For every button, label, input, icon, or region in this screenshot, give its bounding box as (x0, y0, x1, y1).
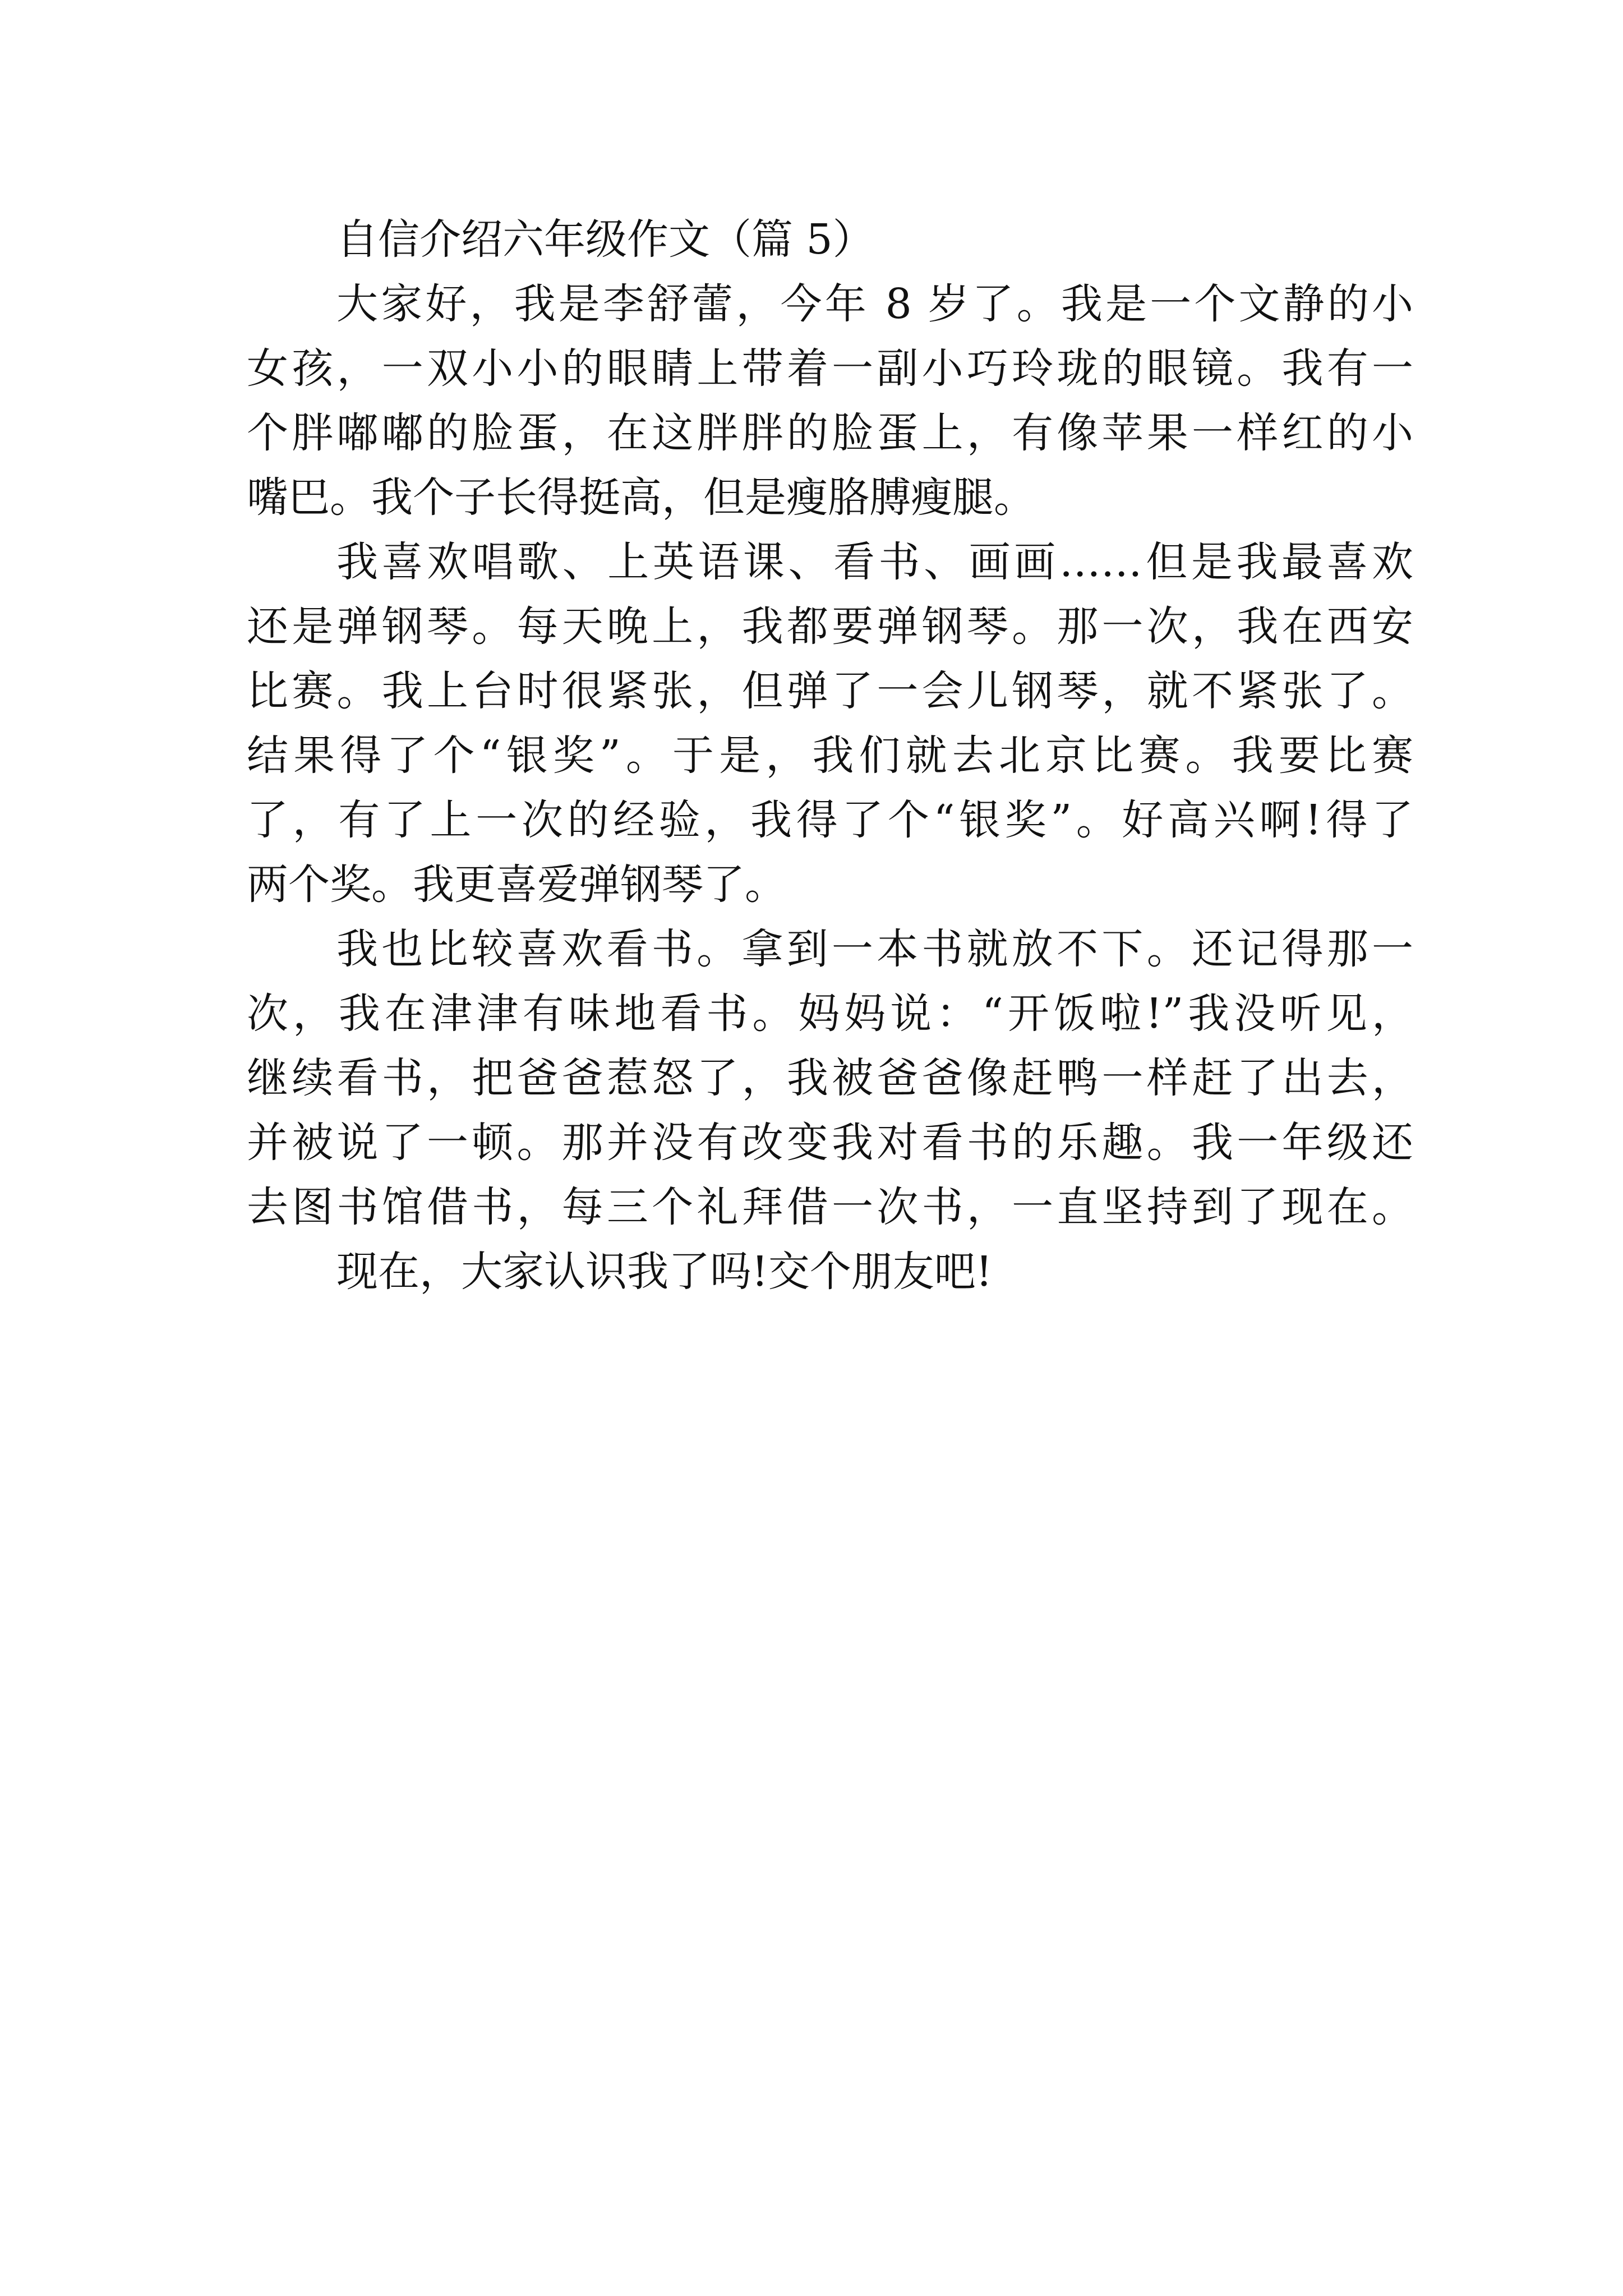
paragraph-line: 结果得了个“银奖”。于是，我们就去北京比赛。我要比赛 (247, 731, 1413, 780)
paragraph-1 (247, 272, 1413, 530)
paragraph-line: 现在，大家认识我了吗!交个朋友吧! (336, 1248, 993, 1296)
paragraph-4 (247, 1240, 1413, 1304)
paragraph-2 (247, 530, 1413, 917)
paragraph-line: 大家好，我是李舒蕾，今年 8 岁了。我是一个文静的小 (336, 280, 1413, 328)
paragraph-line: 个胖嘟嘟的脸蛋，在这胖胖的脸蛋上，有像苹果一样红的小 (247, 409, 1413, 457)
paragraph-line: 继续看书，把爸爸惹怒了，我被爸爸像赶鸭一样赶了出去， (247, 1054, 1413, 1102)
paragraph-line: 比赛。我上台时很紧张，但弹了一会儿钢琴，就不紧张了。 (247, 667, 1413, 715)
paragraph-line: 了，有了上一次的经验，我得了个“银奖”。好高兴啊!得了 (247, 796, 1413, 844)
essay-title: 自信介绍六年级作文（篇 5） (336, 215, 874, 264)
paragraph-line: 两个奖。我更喜爱弹钢琴了。 (247, 861, 786, 909)
paragraph-line: 并被说了一顿。那并没有改变我对看书的乐趣。我一年级还 (247, 1119, 1413, 1167)
paragraph-line: 嘴巴。我个子长得挺高，但是瘦胳膊瘦腿。 (247, 473, 1035, 522)
paragraph-line: 女孩，一双小小的眼睛上带着一副小巧玲珑的眼镜。我有一 (247, 344, 1413, 393)
paragraph-line: 去图书馆借书，每三个礼拜借一次书，一直坚持到了现在。 (247, 1183, 1413, 1231)
paragraph-line: 我也比较喜欢看书。拿到一本书就放不下。还记得那一 (336, 925, 1413, 973)
paragraph-3 (247, 917, 1413, 1240)
paragraph-line: 我喜欢唱歌、上英语课、看书、画画……但是我最喜欢 (336, 538, 1413, 586)
essay-body (247, 208, 1413, 1304)
paragraph-line: 次，我在津津有味地看书。妈妈说：“开饭啦!”我没听见， (247, 990, 1413, 1038)
paragraph-line: 还是弹钢琴。每天晚上，我都要弹钢琴。那一次，我在西安 (247, 602, 1413, 651)
